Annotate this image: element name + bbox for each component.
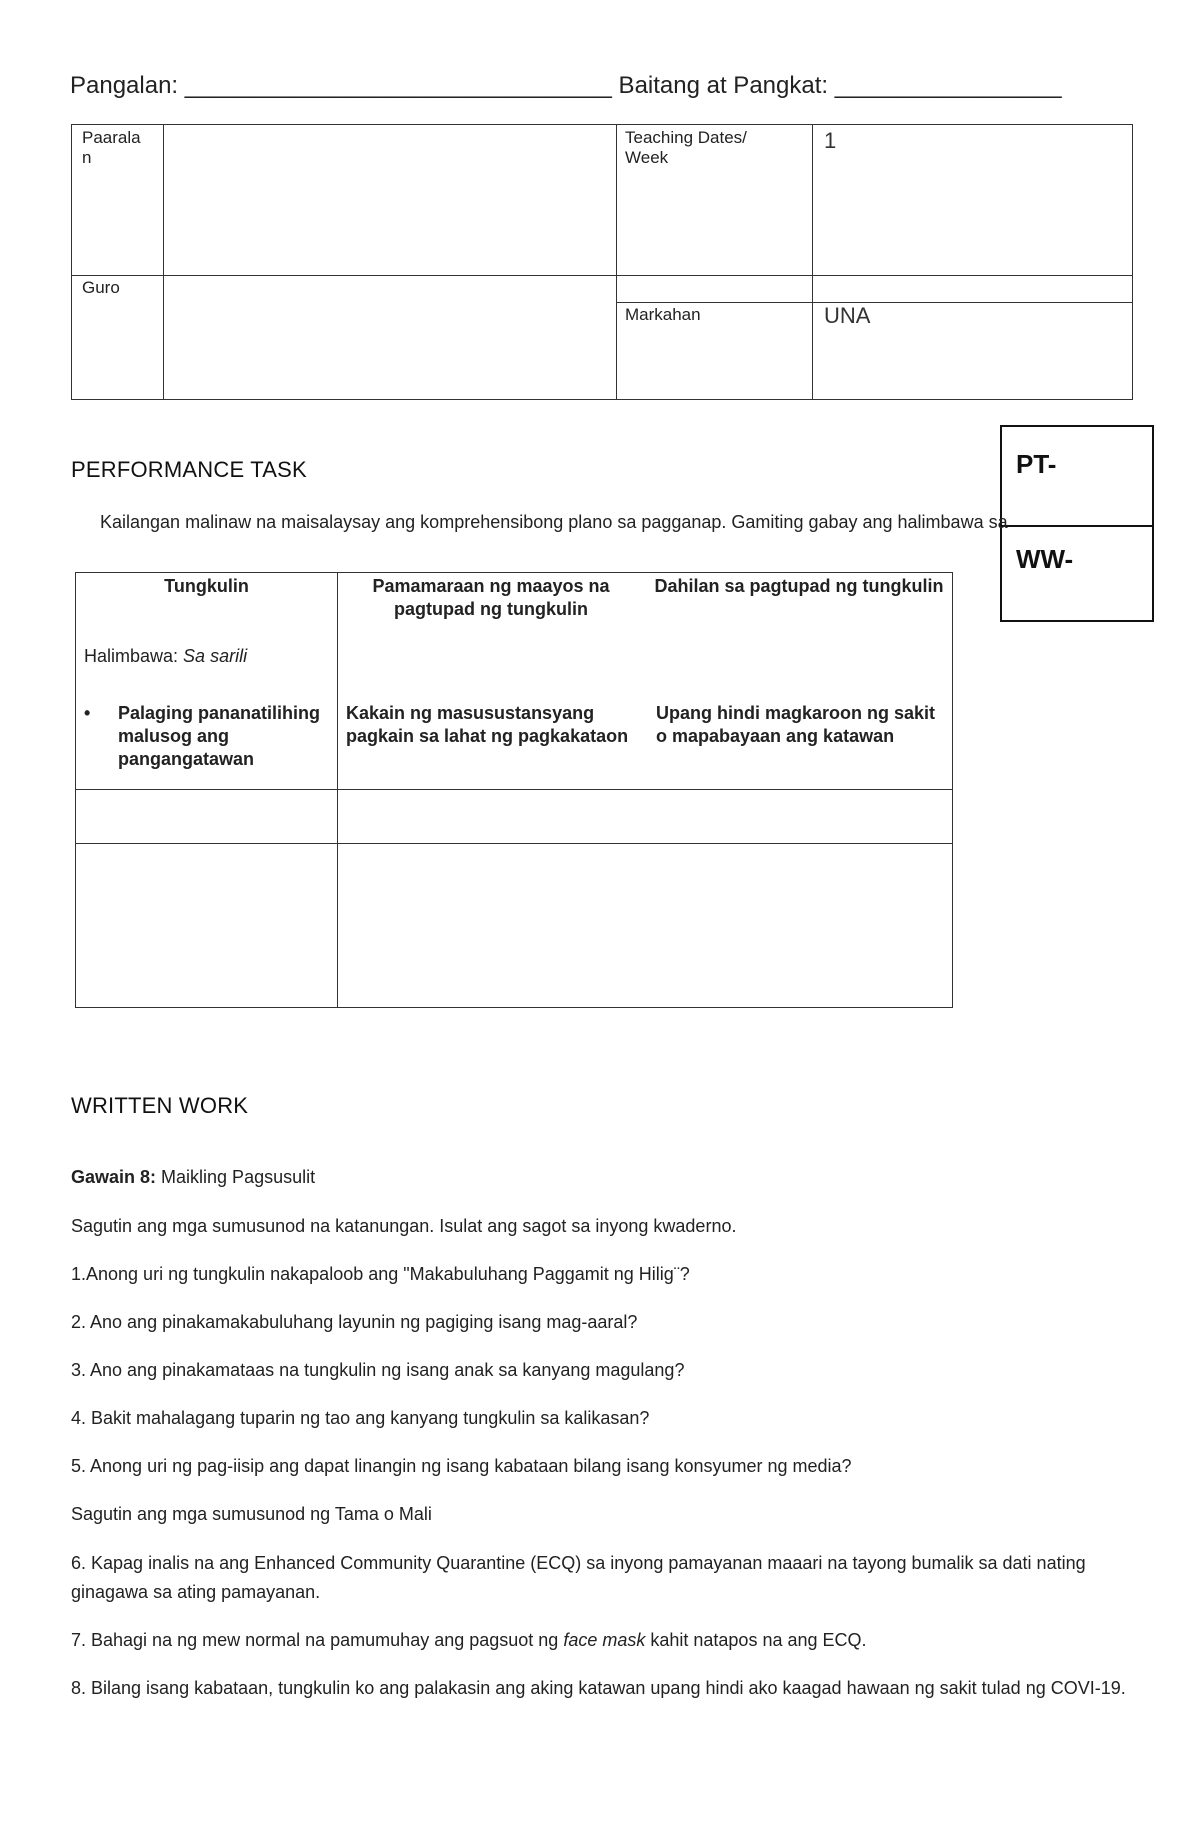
table-divider (72, 275, 1132, 276)
question-1: 1.Anong uri ng tungkulin nakapaloob ang "Makabuluhang Paggamit ng Hilig¨? (71, 1264, 690, 1284)
pt-score-label: PT- (1016, 449, 1057, 479)
table-divider (616, 125, 617, 399)
bullet-icon: • (84, 703, 91, 723)
example-method: Kakain ng masusustansyang pagkain sa lahat ng pagkakataon (346, 703, 629, 746)
written-work-heading: WRITTEN WORK (71, 1093, 249, 1118)
teaching-dates-value: 1 (824, 128, 837, 153)
question-5: 5. Anong uri ng pag-iisip ang dapat linangin ng isang kabataan bilang isang konsyumer ng media? (71, 1456, 852, 1476)
score-box-divider (1002, 525, 1152, 527)
tungkulin-table (75, 572, 953, 1008)
example-bullet-item: • Palaging pananatilihing malusog ang pangangatawan (84, 703, 321, 769)
column-header-pamamaraan: Pamamaraan ng maayos na pagtupad ng tungkulin (372, 576, 610, 619)
table-divider (163, 125, 164, 399)
question-4: 4. Bakit mahalagang tuparin ng tao ang kanyang tungkulin sa kalikasan? (71, 1408, 650, 1428)
name-and-section-line: Pangalan: ________________________________ Baitang at Pangkat: _________________ (70, 72, 1062, 99)
example-reason: Upang hindi magkaroon ng sakit o mapabayaan ang katawan (656, 703, 936, 746)
table-divider (812, 125, 813, 399)
markahan-label: Markahan (625, 305, 701, 324)
table-divider (76, 843, 952, 844)
table-divider (76, 789, 952, 790)
instruction-tama-mali: Sagutin ang mga sumusunod ng Tama o Mali (71, 1504, 432, 1524)
teaching-dates-label: Teaching Dates/ Week (625, 128, 747, 167)
guro-label: Guro (82, 278, 120, 297)
score-box (1000, 425, 1154, 622)
table-divider (616, 302, 1132, 303)
question-7: 7. Bahagi na ng mew normal na pamumuhay ang pagsuot ng face mask kahit natapos na ang ECQ. (71, 1630, 867, 1650)
question-8: 8. Bilang isang kabataan, tungkulin ko ang palakasin ang aking katawan upang hindi ako kaagad hawaan ng sakit tulad ng COVI-19. (71, 1678, 1126, 1698)
table-divider (337, 573, 338, 1007)
paaralan-label: Paarala n (82, 128, 141, 167)
question-6: 6. Kapag inalis na ang Enhanced Community Quarantine (ECQ) sa inyong pamayanan maaari na tayong bumalik sa dati nating ginagawa sa ating pamayanan. (71, 1553, 1086, 1602)
markahan-value: UNA (824, 303, 871, 328)
performance-task-instruction: Kailangan malinaw na maisalaysay ang komprehensibong plano sa pagganap. Gamiting gabay ang halimbawa sa (100, 512, 1008, 532)
example-italic: Sa sarili (183, 646, 248, 666)
performance-task-heading: PERFORMANCE TASK (71, 457, 307, 482)
ww-score-label: WW- (1016, 544, 1074, 574)
school-info-table (71, 124, 1133, 400)
gawain-title: Gawain 8: Maikling Pagsusulit (71, 1167, 316, 1187)
example-label: Halimbawa: Sa sarili (84, 646, 248, 666)
column-header-dahilan: Dahilan sa pagtupad ng tungkulin (654, 576, 944, 596)
question-2: 2. Ano ang pinakamakabuluhang layunin ng pagiging isang mag-aaral? (71, 1312, 638, 1332)
column-header-tungkulin: Tungkulin (164, 576, 249, 596)
question-3: 3. Ano ang pinakamataas na tungkulin ng isang anak sa kanyang magulang? (71, 1360, 685, 1380)
instruction-questions: Sagutin ang mga sumusunod na katanungan. Isulat ang sagot sa inyong kwaderno. (71, 1216, 737, 1236)
